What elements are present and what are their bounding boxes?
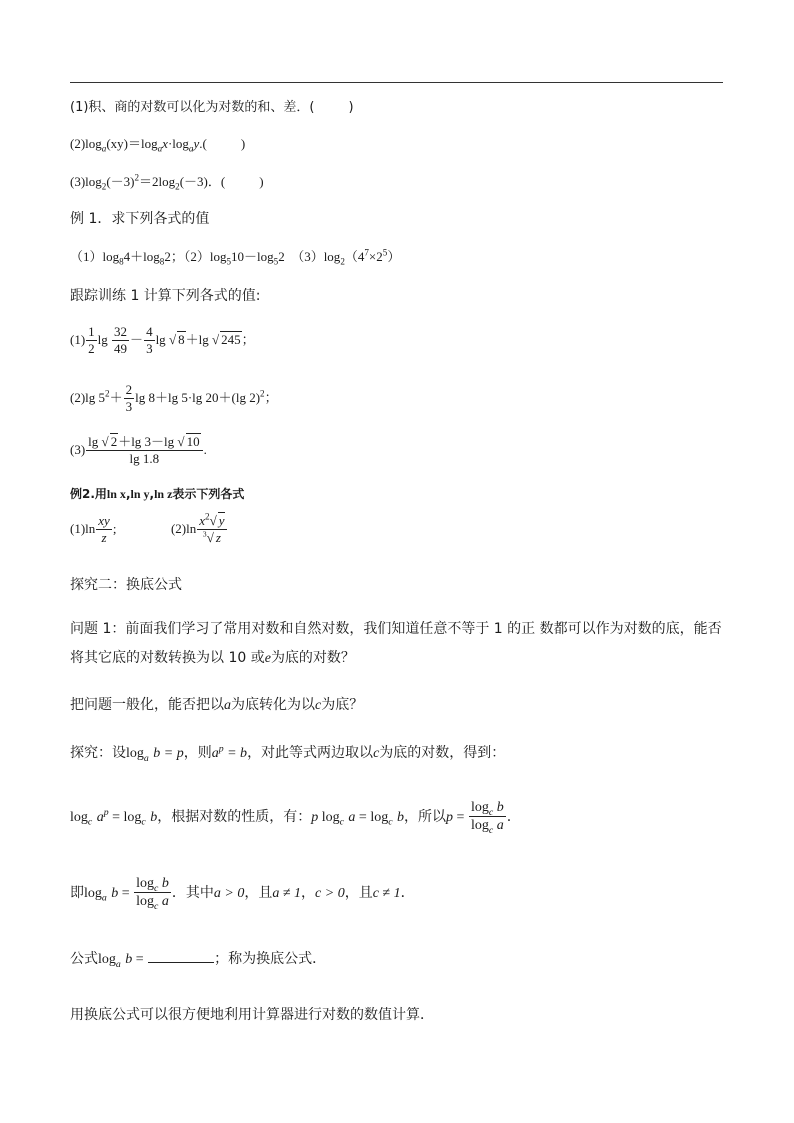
calc-item-1: (1) $\frac{1}{2}$ lg $\frac{32}{49}$ － $\frac{4}{3}$ lg √ 8＋lg √ 245； (70, 324, 255, 357)
fraction: $\frac{xy}{z}$ (98, 513, 110, 546)
sqrt: √ 2 (101, 434, 118, 449)
sqrt: √ 8 (168, 331, 185, 347)
generalize-question: 把问题一般化，能否把以a为底转化为以c为底？ (70, 697, 364, 713)
judge-item-1-text: (1)积、商的对数可以化为对数的和、差．( (70, 100, 315, 115)
result-line: 即$\log_a b$ = $\frac{\log_c b}{\log_c a}$ ．其中a > 0，且a ≠ 1，c > 0，且c ≠ 1． (70, 876, 415, 913)
example-1-items: $(1)\log_84+\log_82$；$(2)\log_510-\log_52$ $(3)\log_2(4^7\times 2^5)$ (70, 247, 401, 267)
fraction: $\frac{x^2√ y}{^3√ z}$ (197, 514, 227, 546)
sqrt: √ 10 (177, 434, 200, 449)
answer-blank[interactable] (148, 950, 214, 963)
judge-item-2: $(2)\log_a(xy)=\log_ax\cdot\log_ay$.( ) (70, 136, 246, 154)
derivation-line: $\log_c a^p = \log_c b$，根据对数的性质，有：p $\log_c a = \log_c b$，所以p = $\frac{\log_c b}{\log_c a}$ . (70, 800, 512, 837)
fraction: $\frac{32}{49}$ (114, 324, 128, 357)
judge-item-3: $(3)\log_2(-3)^2=2\log_2(-3)$．( ) (70, 172, 264, 192)
formula-line: 公式$\log_a b$ = ；称为换底公式． (70, 951, 327, 970)
calc-item-2: (2)lg $5^2+$ $\frac{2}{3}$ lg 8＋lg 5·lg 20＋(lg 2)$^2$； (70, 382, 278, 415)
fraction: $\frac{\lg √ 2+\lg 3-\lg √ 10}{\lg 1.8}$ (86, 435, 202, 467)
fraction: $\frac{1}{2}$ (88, 324, 95, 357)
problem-1-line-1: 问题 1：前面我们学习了常用对数和自然对数，我们知道任意不等于 1 的正 数都可以作为对数的底，能否 (70, 621, 722, 637)
tracking-exercise-title: 跟踪训练 1 计算下列各式的值: (70, 288, 261, 304)
cube-root: √ z (206, 530, 221, 546)
judge-item-1: (1)积、商的对数可以化为对数的和、差．( ) (70, 100, 354, 115)
sqrt: √ y (209, 513, 225, 528)
header-rule (70, 82, 723, 83)
section-heading: 探究二：换底公式 (70, 577, 182, 593)
calc-item-3: (3) $\frac{\lg √ 2+\lg 3-\lg √ 10}{\lg 1.8}$ . (70, 434, 207, 467)
calculator-note: 用换底公式可以很方便地利用计算器进行对数的数值计算． (70, 1007, 434, 1023)
fraction: $\frac{2}{3}$ (125, 382, 133, 415)
example-2-items: (1)ln $\frac{xy}{z}$ ; (2)ln $\frac{x^2√ y}{^3√ z}$ (70, 514, 228, 546)
problem-1-line-2: 将其它底的对数转换为以 10 或e为底的对数？ (70, 650, 355, 666)
fraction: $\frac{\log_c b}{\log_c a}$ (470, 800, 504, 837)
example-2-title: 例2.用ln x,ln y,ln z表示下列各式 (70, 487, 245, 501)
fraction: $\frac{4}{3}$ (146, 324, 153, 357)
example-1-title: 例 1．求下列各式的值 (70, 211, 210, 227)
explore-line: 探究：设$\log_a b = p$，则$a^p = b$，对此等式两边取以c为底的对数，得到： (70, 743, 506, 764)
sqrt: √ 245 (211, 331, 241, 347)
fraction: $\frac{\log_c b}{\log_c a}$ (136, 876, 169, 913)
